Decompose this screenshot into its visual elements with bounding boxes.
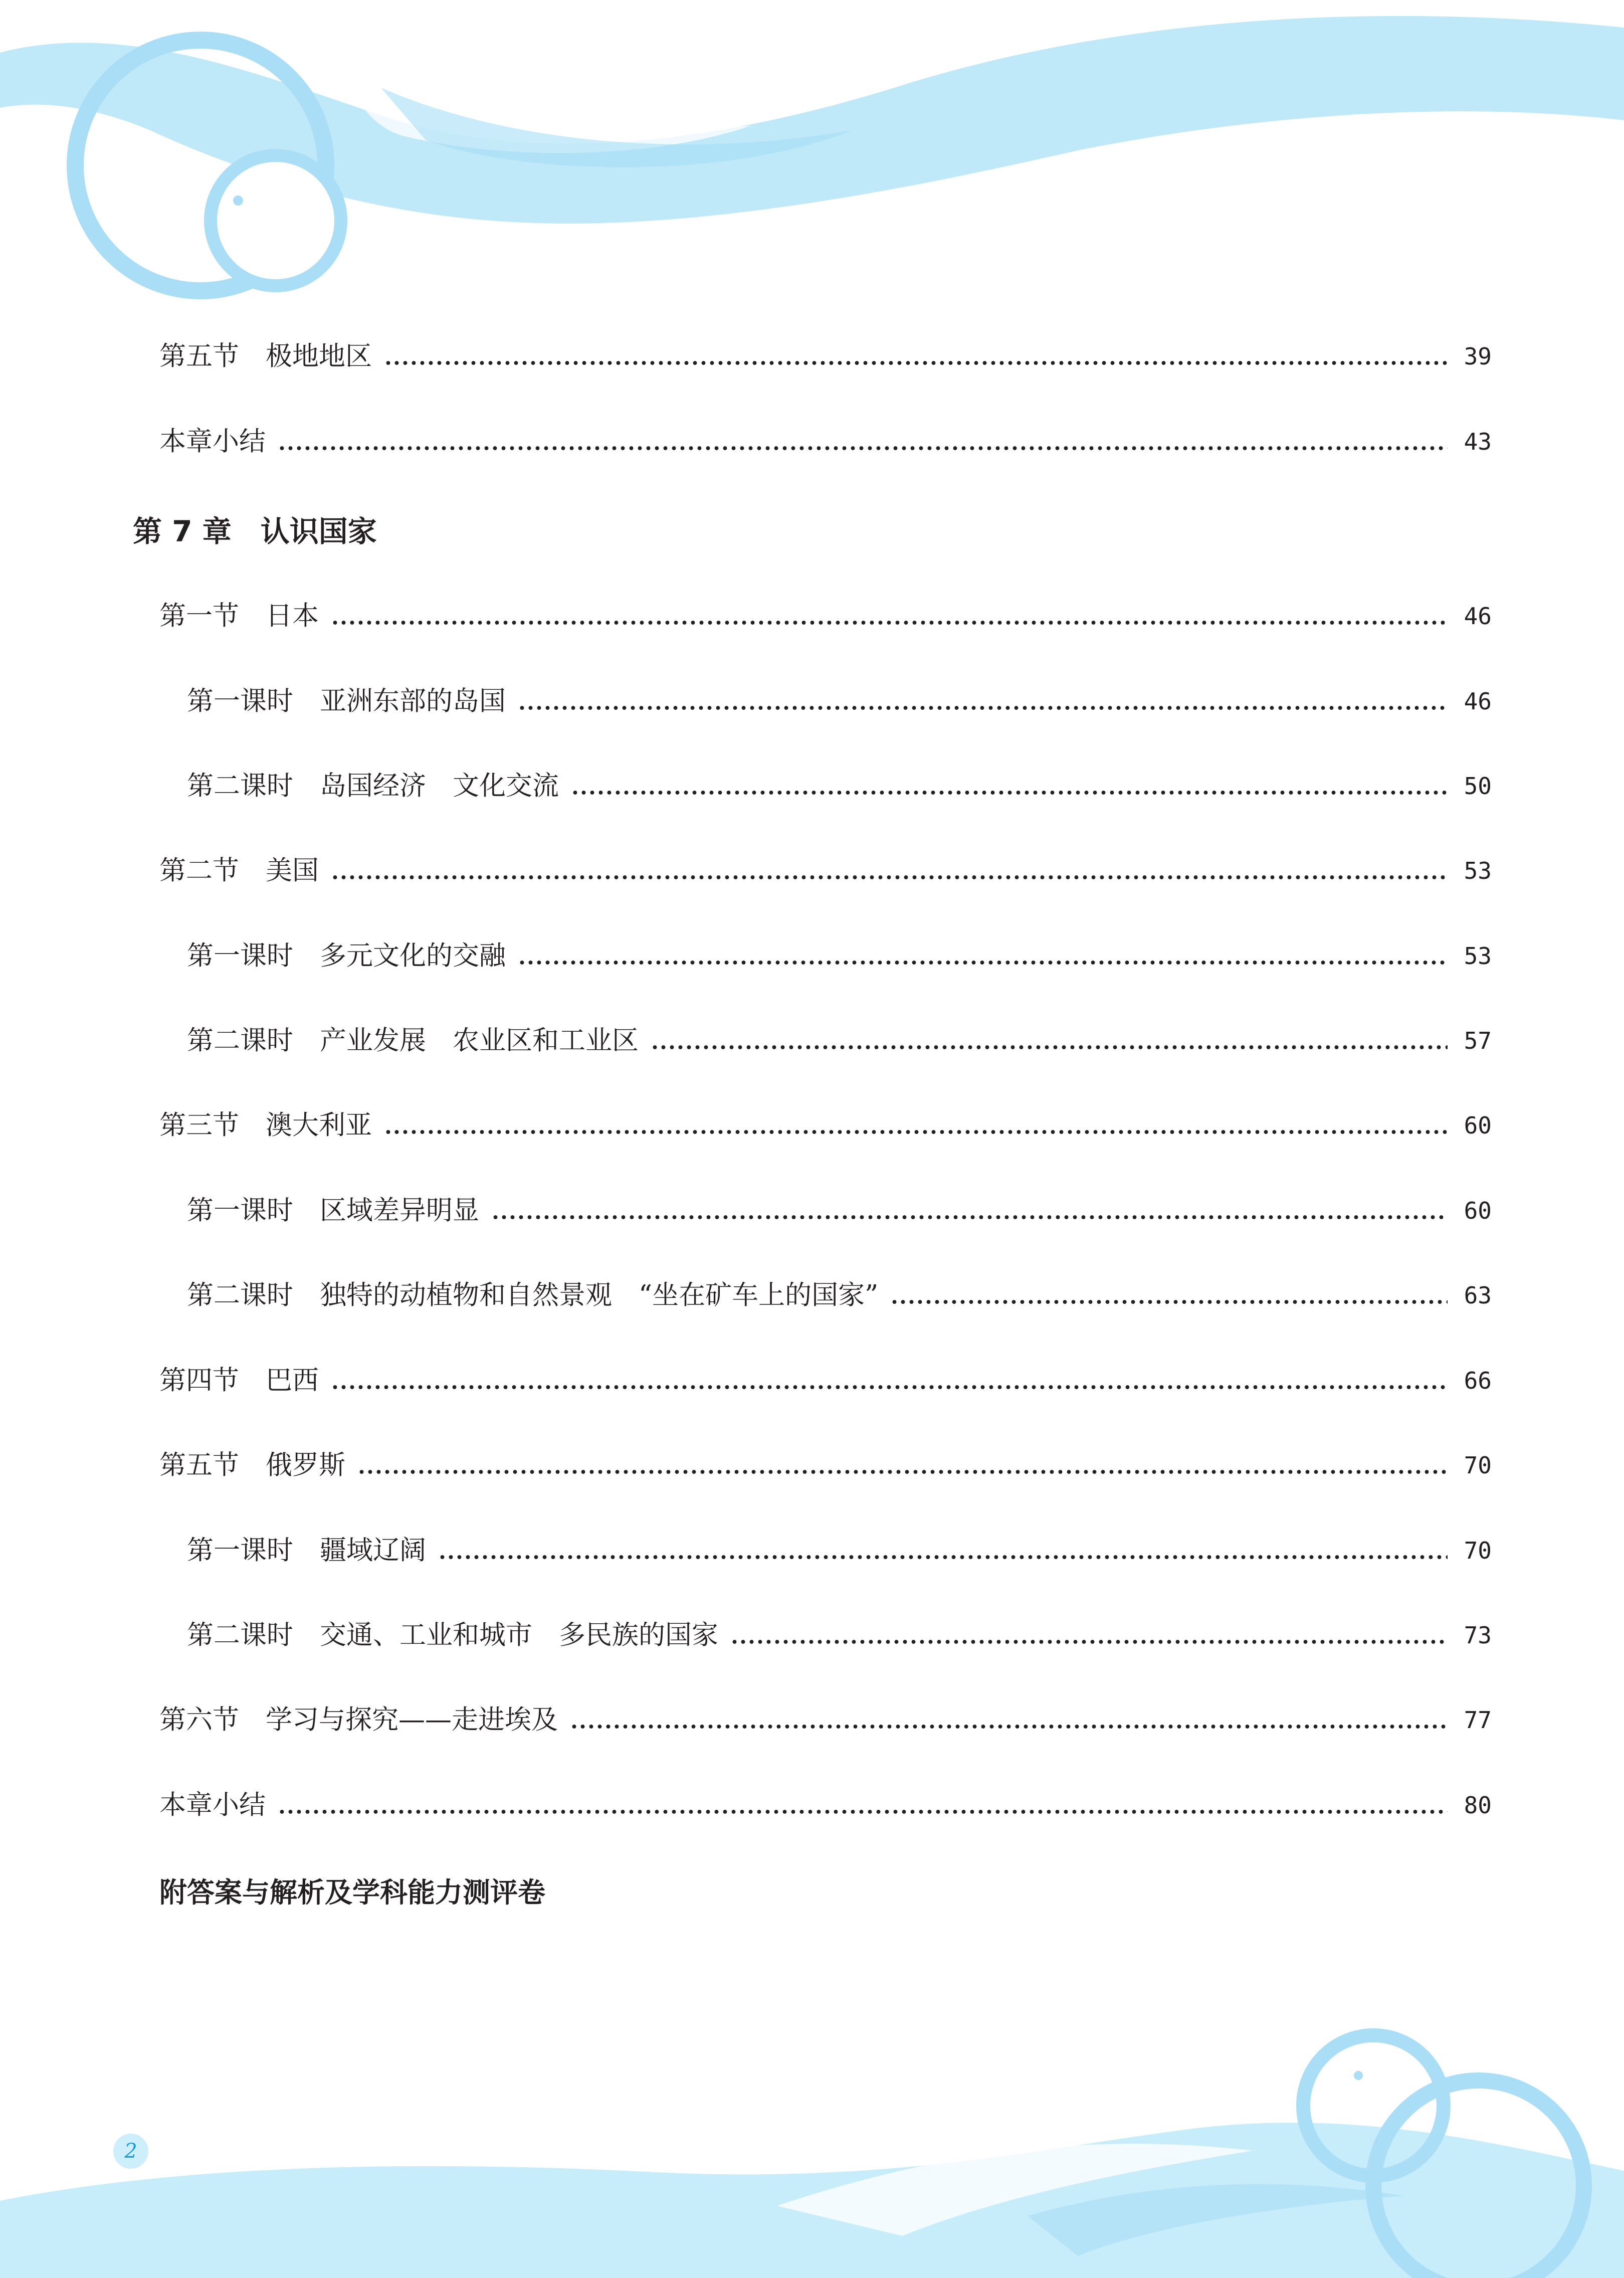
leader-dots (331, 848, 1448, 893)
toc-entry-label: 第五节 俄罗斯 (159, 1450, 345, 1480)
toc-entry-page: 66 (1464, 1367, 1492, 1394)
toc-entry[interactable] (159, 594, 1492, 639)
leader-dots (651, 1018, 1448, 1063)
toc-entry-label: 第一课时 区域差异明显 (187, 1195, 479, 1226)
leader-dots (357, 1443, 1448, 1488)
leader-dots (518, 933, 1448, 979)
leader-dots (331, 1358, 1448, 1403)
toc-entry-label: 第一课时 疆域辽阔 (187, 1535, 426, 1566)
toc-entry-page: 46 (1464, 603, 1492, 630)
toc-entry-page: 77 (1464, 1706, 1492, 1734)
toc-entry-page: 70 (1464, 1452, 1492, 1479)
toc-entry-label: 本章小结 (159, 426, 266, 457)
toc-entry-label: 第四节 巴西 (159, 1365, 319, 1396)
toc-entry[interactable] (159, 848, 1492, 893)
page-number-badge: 2 (113, 2134, 148, 2169)
toc-entry-label: 第二节 美国 (159, 855, 319, 886)
toc-entry-page: 73 (1464, 1622, 1492, 1649)
leader-dots (331, 594, 1448, 639)
toc-entry[interactable] (187, 1273, 1492, 1318)
toc-entry[interactable] (187, 1018, 1492, 1063)
toc-entry[interactable] (159, 1358, 1492, 1403)
toc-entry-label: 第二课时 产业发展 农业区和工业区 (187, 1025, 639, 1056)
toc-entry-label: 第一课时 多元文化的交融 (187, 940, 506, 971)
leader-dots (384, 334, 1448, 379)
toc-entry[interactable] (187, 764, 1492, 809)
toc-entry-page: 43 (1464, 428, 1492, 455)
leader-dots (491, 1188, 1448, 1233)
leader-dots (278, 1783, 1448, 1828)
toc-entry-label: 本章小结 (159, 1790, 266, 1820)
toc-entry[interactable] (159, 1103, 1492, 1148)
leader-dots (570, 1697, 1448, 1743)
toc-entry[interactable] (159, 1783, 1492, 1828)
toc-entry-page: 63 (1464, 1282, 1492, 1309)
toc-entry[interactable] (187, 1528, 1492, 1573)
toc-entry[interactable] (159, 419, 1492, 464)
toc-entry[interactable] (187, 1613, 1492, 1658)
toc-entry-page: 53 (1464, 942, 1492, 970)
toc-entry[interactable] (159, 1697, 1492, 1743)
toc-entry-label: 第二课时 交通、工业和城市 多民族的国家 (187, 1620, 718, 1650)
toc-entry[interactable] (159, 334, 1492, 379)
toc-entry[interactable] (187, 679, 1492, 724)
toc-entry-page: 60 (1464, 1112, 1492, 1139)
toc-entry-page: 60 (1464, 1197, 1492, 1224)
toc-entry-page: 57 (1464, 1027, 1492, 1054)
leader-dots (438, 1528, 1448, 1573)
toc-entry[interactable] (187, 933, 1492, 979)
toc-entry-page: 50 (1464, 773, 1492, 800)
leader-dots (890, 1273, 1448, 1318)
toc-entry-label: 第六节 学习与探究——走进埃及 (159, 1704, 558, 1735)
toc-entry-page: 80 (1464, 1792, 1492, 1819)
toc-entry-page: 70 (1464, 1537, 1492, 1564)
toc-entry-label: 第五节 极地地区 (159, 341, 372, 371)
toc-entry[interactable] (159, 1443, 1492, 1488)
leader-dots (278, 419, 1448, 464)
appendix-heading[interactable]: 附答案与解析及学科能力测评卷 (159, 1876, 546, 1909)
toc-entry-page: 53 (1464, 857, 1492, 884)
toc-entry-label: 第三节 澳大利亚 (159, 1110, 372, 1141)
toc-entry[interactable] (187, 1188, 1492, 1233)
leader-dots (730, 1613, 1448, 1658)
leader-dots (571, 764, 1448, 809)
toc-entry-label: 第二课时 岛国经济 文化交流 (187, 771, 559, 801)
toc-entry-label: 第一节 日本 (159, 601, 319, 631)
leader-dots (518, 679, 1448, 724)
toc-entry-page: 46 (1464, 688, 1492, 715)
leader-dots (384, 1103, 1448, 1148)
toc-entry-label: 第二课时 独特的动植物和自然景观 “坐在矿车上的国家” (187, 1280, 879, 1310)
chapter-heading[interactable]: 第 7 章 认识国家 (133, 514, 377, 548)
toc-entry-label: 第一课时 亚洲东部的岛国 (187, 686, 506, 716)
toc-entry-page: 39 (1464, 343, 1492, 370)
